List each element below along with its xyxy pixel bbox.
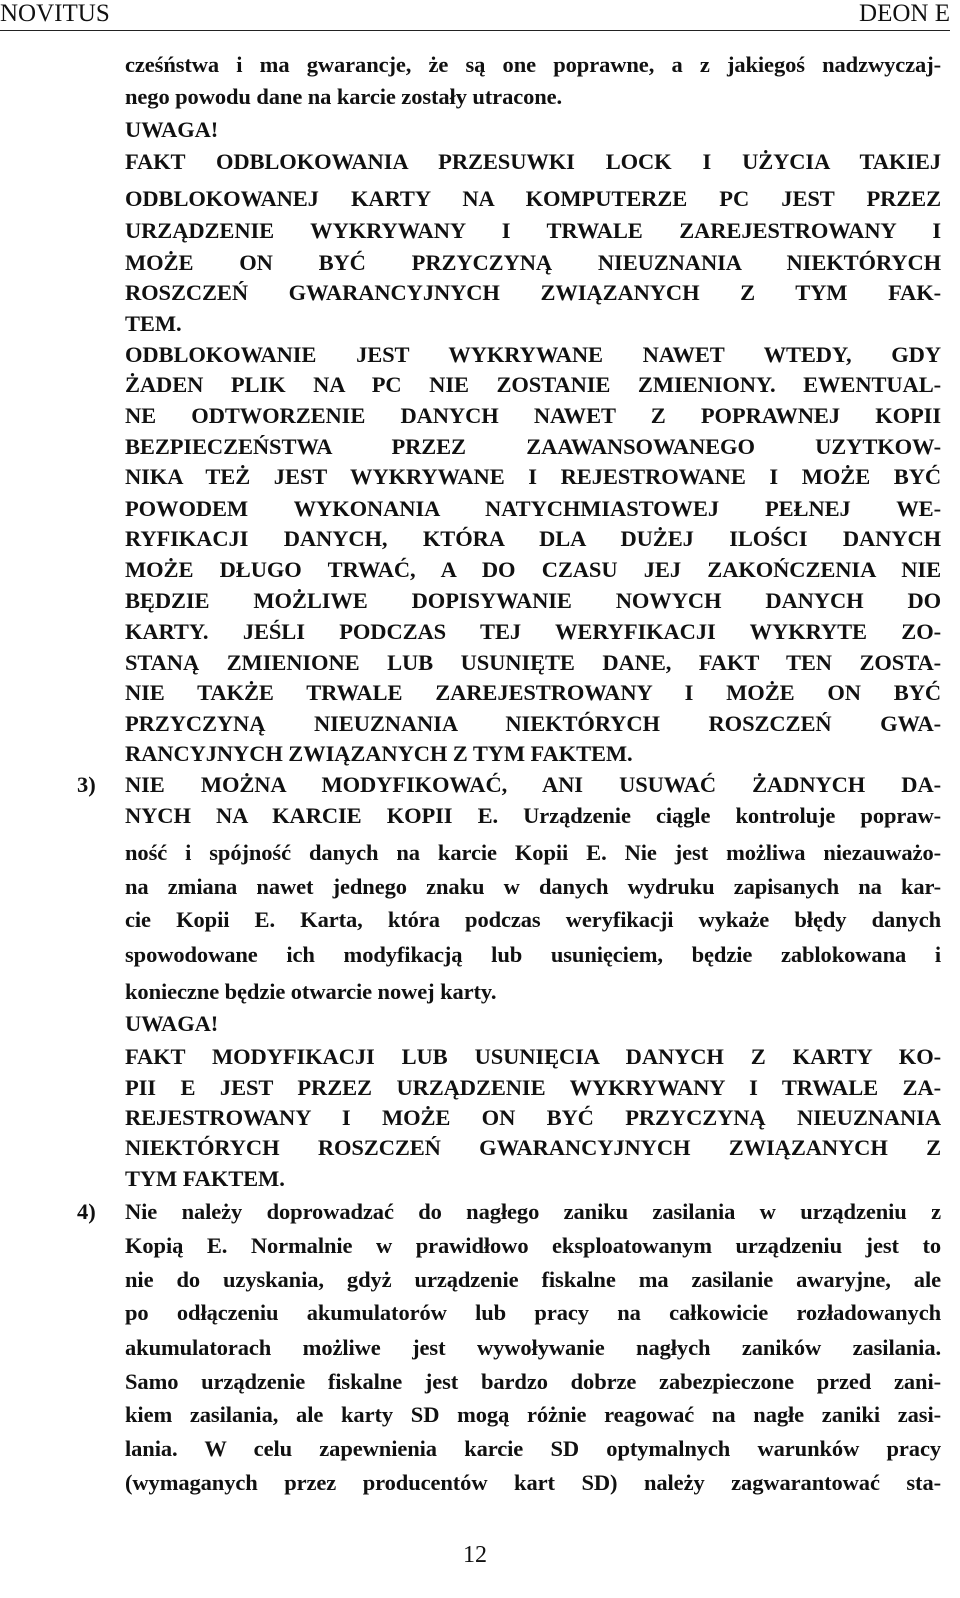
header-brand: NOVITUS (0, 0, 110, 27)
text-line: TEM. (125, 311, 182, 336)
list-item-number: 3) (77, 772, 96, 797)
text-line: cześństwa i ma gwarancje, że są one poprawne, a z jakiegoś nadzwyczaj- (125, 52, 941, 77)
page-header (0, 0, 950, 31)
text-line: po odłączeniu akumulatorów lub pracy na całkowicie rozładowanych (125, 1300, 941, 1325)
text-line: BEZPIECZEŃSTWA PRZEZ ZAAWANSOWANEGO UZYTKOW- (125, 434, 941, 459)
text-line: NIEKTÓRYCH ROSZCZEŃ GWARANCYJNYCH ZWIĄZANYCH Z (125, 1135, 941, 1160)
text-line: MOŻE DŁUGO TRWAĆ, A DO CZASU JEJ ZAKOŃCZENIA NIE (125, 557, 941, 582)
text-line: ODBLOKOWANEJ KARTY NA KOMPUTERZE PC JEST PRZEZ (125, 186, 941, 211)
text-line: konieczne będzie otwarcie nowej karty. (125, 979, 497, 1004)
text-line: PRZYCZYNĄ NIEUZNANIA NIEKTÓRYCH ROSZCZEŃ GWA- (125, 711, 941, 736)
text-line: UWAGA! (125, 1011, 219, 1036)
text-line: RANCYJNYCH ZWIĄZANYCH Z TYM FAKTEM. (125, 741, 633, 766)
text-line: nego powodu dane na karcie zostały utracone. (125, 84, 563, 109)
text-line: KARTY. JEŚLI PODCZAS TEJ WERYFIKACJI WYKRYTE ZO- (125, 619, 941, 644)
text-line: spowodowane ich modyfikacją lub usunięciem, będzie zablokowana i (125, 942, 941, 967)
text-line: NIE MOŻNA MODYFIKOWAĆ, ANI USUWAĆ ŻADNYCH DA- (125, 772, 941, 797)
text-line: na zmiana nawet jednego znaku w danych wydruku zapisanych na kar- (125, 874, 941, 899)
text-line: ROSZCZEŃ GWARANCYJNYCH ZWIĄZANYCH Z TYM FAK- (125, 280, 941, 305)
text-line: NYCH NA KARCIE KOPII E. Urządzenie ciągle kontroluje popraw- (125, 803, 941, 828)
text-line: NIE TAKŻE TRWALE ZAREJESTROWANY I MOŻE ON BYĆ (125, 680, 941, 705)
text-line: PII E JEST PRZEZ URZĄDZENIE WYKRYWANY I TRWALE ZA- (125, 1075, 941, 1100)
text-line: Kopią E. Normalnie w prawidłowo eksploatowanym urządzeniu jest to (125, 1233, 941, 1258)
text-line: kiem zasilania, ale karty SD mogą różnie reagować na nagłe zaniki zasi- (125, 1402, 941, 1427)
text-line: STANĄ ZMIENIONE LUB USUNIĘTE DANE, FAKT TEN ZOSTA- (125, 650, 941, 675)
text-line: NIKA TEŻ JEST WYKRYWANE I REJESTROWANE I MOŻE BYĆ (125, 464, 941, 489)
text-line: URZĄDZENIE WYKRYWANY I TRWALE ZAREJESTROWANY I (125, 218, 941, 243)
text-line: MOŻE ON BYĆ PRZYCZYNĄ NIEUZNANIA NIEKTÓRYCH (125, 250, 941, 275)
text-line: nie do uzyskania, gdyż urządzenie fiskalne ma zasilanie awaryjne, ale (125, 1267, 941, 1292)
text-line: UWAGA! (125, 117, 219, 142)
text-line: lania. W celu zapewnienia karcie SD optymalnych warunków pracy (125, 1436, 941, 1461)
text-line: Samo urządzenie fiskalne jest bardzo dobrze zabezpieczone przed zani- (125, 1369, 941, 1394)
text-line: RYFIKACJI DANYCH, KTÓRA DLA DUŻEJ ILOŚCI DANYCH (125, 526, 941, 551)
text-line: BĘDZIE MOŻLIWE DOPISYWANIE NOWYCH DANYCH DO (125, 588, 941, 613)
page-number: 12 (463, 1542, 487, 1568)
text-line: FAKT ODBLOKOWANIA PRZESUWKI LOCK I UŻYCIA TAKIEJ (125, 149, 941, 174)
list-item-number: 4) (77, 1199, 96, 1224)
text-line: Nie należy doprowadzać do nagłego zaniku zasilania w urządzeniu z (125, 1199, 941, 1224)
text-line: NE ODTWORZENIE DANYCH NAWET Z POPRAWNEJ KOPII (125, 403, 941, 428)
text-line: ność i spójność danych na karcie Kopii E. Nie jest możliwa niezauważo- (125, 840, 941, 865)
text-line: ODBLOKOWANIE JEST WYKRYWANE NAWET WTEDY, GDY (125, 342, 941, 367)
text-line: TYM FAKTEM. (125, 1166, 285, 1191)
text-line: REJESTROWANY I MOŻE ON BYĆ PRZYCZYNĄ NIEUZNANIA (125, 1105, 941, 1130)
text-line: POWODEM WYKONANIA NATYCHMIASTOWEJ PEŁNEJ WE- (125, 496, 941, 521)
text-line: ŻADEN PLIK NA PC NIE ZOSTANIE ZMIENIONY. EWENTUAL- (125, 372, 941, 397)
text-line: akumulatorach możliwe jest wywoływanie nagłych zaników zasilania. (125, 1335, 941, 1360)
text-line: FAKT MODYFIKACJI LUB USUNIĘCIA DANYCH Z KARTY KO- (125, 1044, 941, 1069)
text-line: (wymaganych przez producentów kart SD) należy zagwarantować sta- (125, 1470, 941, 1495)
text-line: cie Kopii E. Karta, która podczas weryfikacji wykaże błędy danych (125, 907, 941, 932)
header-model: DEON E (859, 0, 950, 27)
